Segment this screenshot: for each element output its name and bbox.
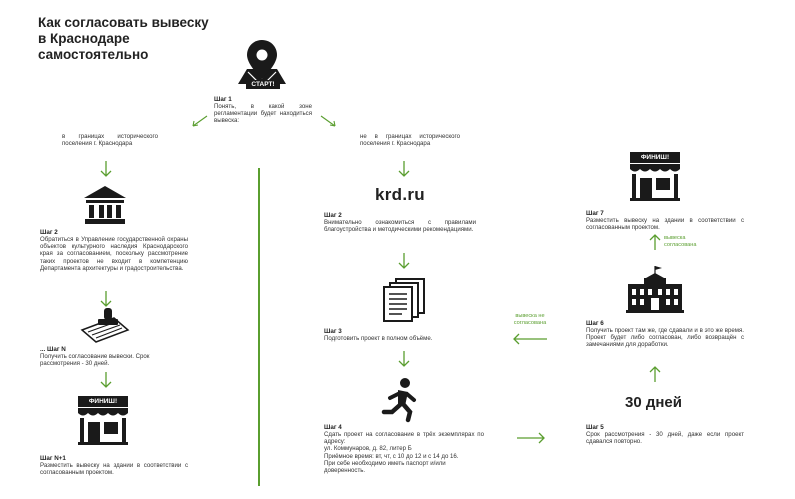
right-step4-label: Шаг 4 xyxy=(324,424,342,431)
down-arrow-mid-1 xyxy=(398,160,410,178)
right-step3-label: Шаг 3 xyxy=(324,328,342,335)
step1-label: Шаг 1 xyxy=(214,96,232,103)
right-step4-hours: Приёмное время: вт, чт, с 10 до 12 и с 14 до 16. xyxy=(324,452,459,460)
right-arrow-to-step5 xyxy=(516,432,546,444)
right-step3-text: Подготовить проект в полном объёме. xyxy=(324,335,433,342)
right-step2-text: Внимательно ознакомиться с правилами благоустройства и методическими рекомендациями. xyxy=(324,219,476,234)
right-step2-label: Шаг 2 xyxy=(324,212,342,219)
right-step4-address: ул. Коммунаров, д. 82, литер Б xyxy=(324,445,412,453)
right-step6-label: Шаг 6 xyxy=(586,320,604,327)
branch-right-label: не в границах исторического поселения г. Краснодара xyxy=(360,133,460,148)
approved-label: вывеска согласована xyxy=(664,235,697,248)
right-step5-label: Шаг 5 xyxy=(586,424,604,431)
left-arrow-rejected xyxy=(512,333,548,345)
right-step4-note: При себе необходимо иметь паспорт и/или доверенность. xyxy=(324,459,446,475)
thirty-days-label: 30 дней xyxy=(625,394,682,411)
finish-sign-right: ФИНИШ! xyxy=(640,154,670,161)
column-divider xyxy=(258,168,260,486)
right-step4-block xyxy=(324,431,484,474)
right-step6-text: Получить проект там же, где сдавали и в это же время. Проект будет либо согласован, либо возвращён с замечаниями для доработки. xyxy=(586,327,744,349)
step1-text: Понять, в какой зоне регламентации будет находиться вывеска: xyxy=(214,103,312,125)
rejected-label: вывеска не согласована xyxy=(513,313,547,326)
left-stepN1-label: Шаг N+1 xyxy=(40,455,66,462)
museum-icon xyxy=(82,184,128,226)
page-title xyxy=(38,15,258,63)
government-building-icon xyxy=(624,264,686,314)
branch-arrows xyxy=(185,112,345,132)
up-arrow-right-1 xyxy=(649,365,661,383)
start-label: СТАРТ! xyxy=(246,80,280,89)
title-line-2: в Краснодаре xyxy=(38,31,130,46)
left-stepN-text: Получить согласование вывески. Срок рассмотрения - 30 дней. xyxy=(40,353,150,368)
right-step7-text: Разместить вывеску на здании в соответствии с согласованным проектом. xyxy=(586,217,744,232)
left-step2-text: Обратиться в Управление государственной охраны объектов культурного наследия Краснодарского края за согласованием, поскольку рассмотрение таких проектов не входит в компетенцию Департамента архитектуры и градостроительства. xyxy=(40,236,188,272)
title-line-1: Как согласовать вывеску xyxy=(38,15,209,30)
stamp-icon xyxy=(78,306,130,344)
right-step5-text: Срок рассмотрения - 30 дней, даже если проект сдавался повторно. xyxy=(586,431,744,446)
documents-icon xyxy=(382,277,426,323)
left-stepN-label: ... Шаг N xyxy=(40,346,66,353)
title-line-3: самостоятельно xyxy=(38,47,149,62)
down-arrow-mid-3 xyxy=(398,350,410,368)
right-step4-text: Сдать проект на согласование в трёх экземплярах по адресу: xyxy=(324,431,484,446)
down-arrow-mid-2 xyxy=(398,252,410,270)
up-arrow-right-2 xyxy=(649,233,661,251)
running-person-icon xyxy=(378,376,422,422)
down-arrow-left-3 xyxy=(100,371,112,389)
left-stepN1-text: Разместить вывеску на здании в соответствии с согласованным проектом. xyxy=(40,462,188,477)
branch-left-label: в границах исторического поселения г. Краснодара xyxy=(62,133,158,148)
down-arrow-left-1 xyxy=(100,160,112,178)
krd-site-label: krd.ru xyxy=(375,185,425,204)
right-step7-label: Шаг 7 xyxy=(586,210,604,217)
finish-sign-left: ФИНИШ! xyxy=(88,398,118,405)
left-step2-label: Шаг 2 xyxy=(40,229,58,236)
